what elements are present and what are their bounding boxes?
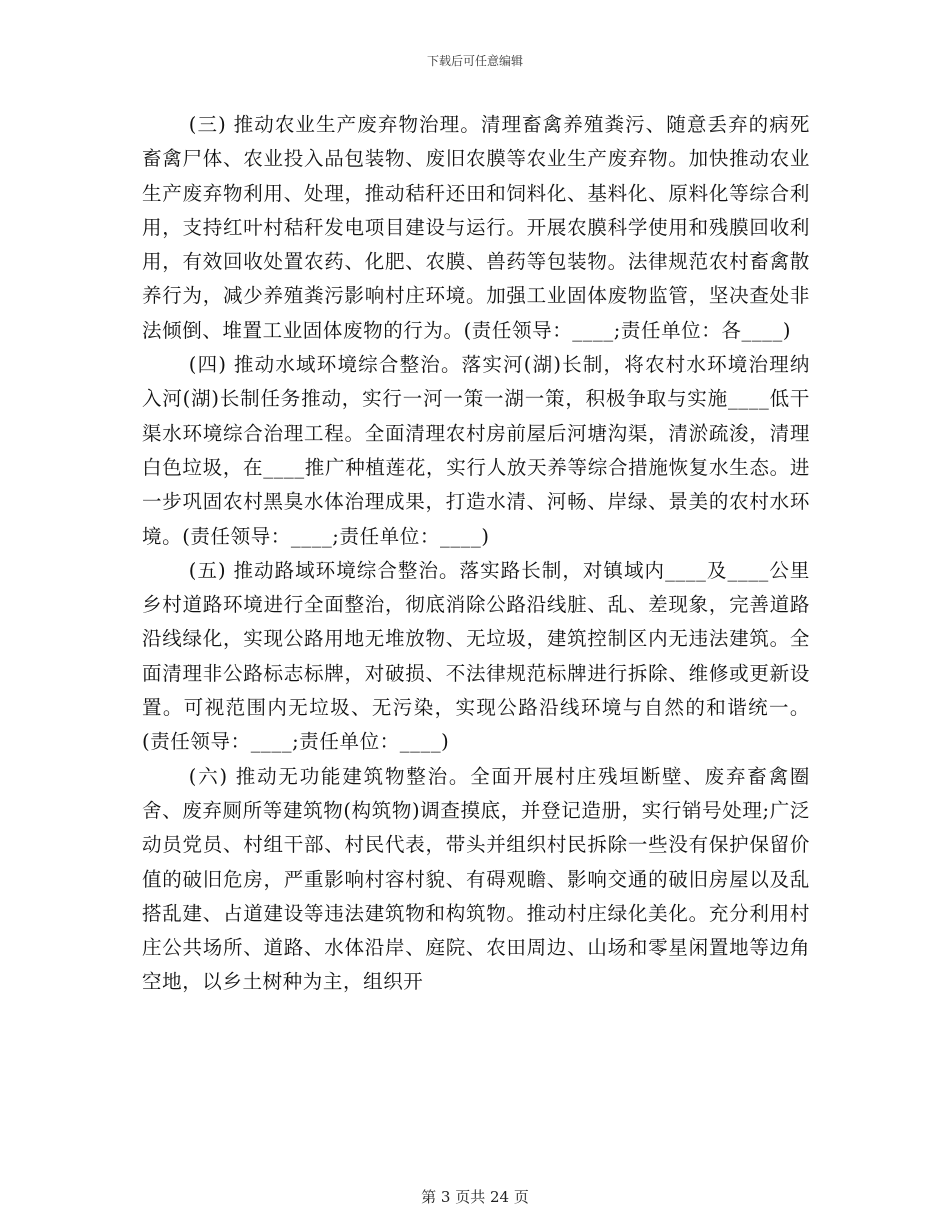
paragraph-water-environment: (四) 推动水域环境综合整治。落实河(湖)长制，将农村水环境治理纳入河(湖)长制任务推动，实行一河一策一湖一策，积极争取与实施____低干渠水环境综合治理工程。全面清理农村房前屋后河塘沟渠，清淤疏浚，清理白色垃圾，在____推广种植莲花，实行人放天养等综合措施恢复水生态。进一步巩固农村黑臭水体治理成果，打造水清、河畅、岸绿、景美的农村水环境。(责任领导：____;责任单位：____) bbox=[142, 353, 810, 548]
page-number: 第 3 页共 24 页 bbox=[421, 1188, 529, 1206]
page-header-note: 下载后可任意编辑 bbox=[426, 54, 523, 68]
paragraph-road-environment: (五) 推动路域环境综合整治。落实路长制，对镇域内____及____公里乡村道路环境进行全面整治，彻底消除公路沿线脏、乱、差现象，完善道路沿线绿化，实现公路用地无堆放物、无垃圾，建筑控制区内无违法建筑。全面清理非公路标志标牌，对破损、不法律规范标牌进行拆除、维修或更新设置。可视范围内无垃圾、无污染，实现公路沿线环境与自然的和谐统一。(责任领导：____;责任单位：____) bbox=[142, 558, 810, 754]
document-body bbox=[142, 108, 810, 1000]
paragraph-agricultural-waste: (三) 推动农业生产废弃物治理。清理畜禽养殖粪污、随意丢弃的病死畜禽尸体、农业投入品包装物、废旧农膜等农业生产废弃物。加快推动农业生产废弃物利用、处理，推动秸秆还田和饲料化、基料化、原料化等综合利用，支持红叶村秸秆发电项目建设与运行。开展农膜科学使用和残膜回收利用，有效回收处置农药、化肥、农膜、兽药等包装物。法律规范农村畜禽散养行为，减少养殖粪污影响村庄环境。加强工业固体废物监管，坚决查处非法倾倒、堆置工业固体废物的行为。(责任领导：____;责任单位：各____) bbox=[142, 113, 810, 342]
paragraph-non-functional-buildings: (六) 推动无功能建筑物整治。全面开展村庄残垣断壁、废弃畜禽圈舍、废弃厕所等建筑物(构筑物)调查摸底，并登记造册，实行销号处理;广泛动员党员、村组干部、村民代表，带头并组织村民拆除一些没有保护保留价值的破旧危房，严重影响村容村貌、有碍观瞻、影响交通的破旧房屋以及乱搭乱建、占道建设等违法建筑物和构筑物。推动村庄绿化美化。充分利用村庄公共场所、道路、水体沿岸、庭院、农田周边、山场和零星闲置地等边角空地，以乡土树种为主，组织开 bbox=[142, 764, 810, 994]
